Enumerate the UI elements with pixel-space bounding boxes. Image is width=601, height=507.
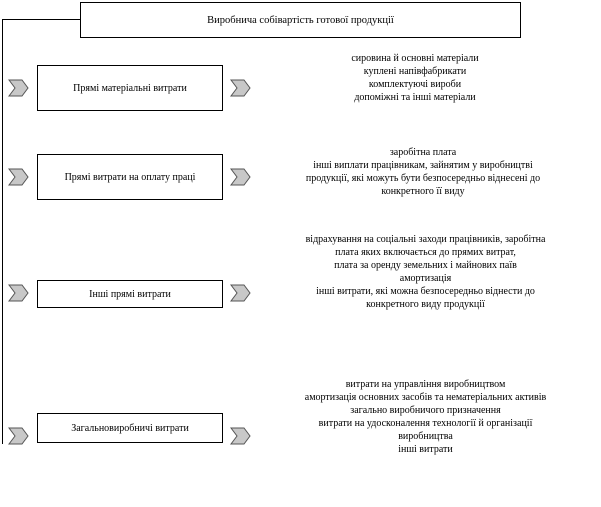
category-label: Інші прямі витрати [89,288,171,300]
chevron-left-arrow-2 [9,169,29,185]
category-label: Прямі витрати на оплату праці [64,171,196,183]
connector-top [2,19,80,20]
chevron-right-arrow-4 [231,428,251,444]
description-overhead: витрати на управління виробництвом амортизація основних засобів та нематеріальних активів загально виробничого призначення витрати на удосконалення технології й організації виробництва інші витрати [304,379,547,455]
chevron-left-arrow-3 [9,285,29,301]
description-other-direct: відрахування на соціальні заходи працівників, заробітна плата яких включається до прямих витрат, плата за оренду земельних і майнових паїв амортизація інші витрати, які можна безпосередньо віднести до конкретного виду продукції [305,234,546,310]
description-direct-materials: сировина й основні матеріали куплені напівфабрикати комплектуючі вироби допоміжні та інші матеріали [351,53,479,103]
connector-vertical [2,19,3,444]
category-label: Загальновиробничі витрати [71,422,189,434]
chevron-left-arrow-4 [9,428,29,444]
description-direct-labor: заробітна плата інші виплати працівникам, зайнятим у виробництві продукції, які можуть бути безпосередньо віднесені до конкретного її виду [305,147,541,197]
category-box-direct-labor [37,154,223,200]
chevron-right-arrow-1 [231,80,251,96]
category-label: Прямі матеріальні витрати [73,82,187,94]
chevron-right-arrow-3 [231,285,251,301]
chevron-right-arrow-2 [231,169,251,185]
diagram-title: Виробнича собівартість готової продукції [80,2,521,38]
category-box-direct-materials [37,65,223,111]
category-box-overhead [37,413,223,443]
category-box-other-direct [37,280,223,308]
chevron-left-arrow-1 [9,80,29,96]
